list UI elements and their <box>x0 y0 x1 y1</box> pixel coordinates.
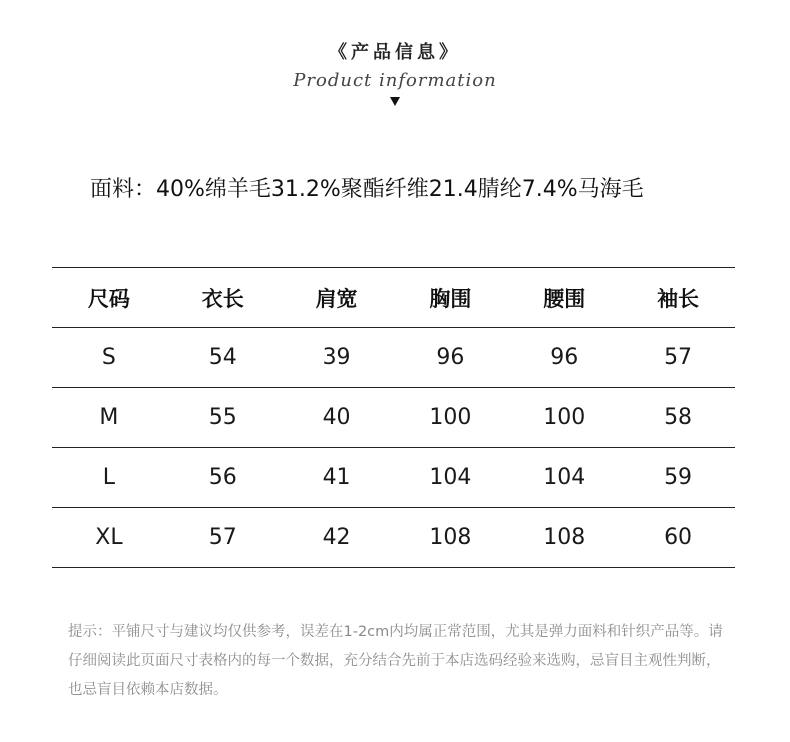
section-subtitle: Product information <box>293 70 497 91</box>
table-cell: 57 <box>621 328 735 388</box>
table-cell: 41 <box>280 448 394 508</box>
column-header-chest: 胸围 <box>393 268 507 328</box>
table-cell: 39 <box>280 328 394 388</box>
table-cell: 100 <box>393 388 507 448</box>
table-cell: 57 <box>166 508 280 568</box>
table-cell: 56 <box>166 448 280 508</box>
column-header-sleeve: 袖长 <box>621 268 735 328</box>
table-cell: L <box>52 448 166 508</box>
size-note: 提示：平铺尺寸与建议均仅供参考，误差在1-2cm内均属正常范围，尤其是弹力面料和针织产品等。请仔细阅读此页面尺寸表格内的每一个数据，充分结合先前于本店选码经验来选购，忌盲目主观性判断，也忌盲目依赖本店数据。 <box>68 624 723 698</box>
table-cell: 100 <box>507 388 621 448</box>
table-cell: M <box>52 388 166 448</box>
fabric-composition: 面料：40%绵羊毛31.2%聚酯纤维21.4腈纶7.4%马海毛 <box>90 177 644 202</box>
table-row <box>52 448 735 508</box>
down-arrow-icon <box>390 97 400 106</box>
table-cell: 104 <box>393 448 507 508</box>
table-row <box>52 328 735 388</box>
column-header-shoulder: 肩宽 <box>280 268 394 328</box>
table-cell: 59 <box>621 448 735 508</box>
table-cell: 108 <box>507 508 621 568</box>
table-cell: 42 <box>280 508 394 568</box>
table-cell: 54 <box>166 328 280 388</box>
table-cell: 60 <box>621 508 735 568</box>
table-cell: XL <box>52 508 166 568</box>
size-table <box>52 267 735 568</box>
table-row <box>52 508 735 568</box>
table-header-row <box>52 268 735 328</box>
section-title: 《产品信息》 <box>329 42 461 63</box>
table-cell: 55 <box>166 388 280 448</box>
table-cell: 104 <box>507 448 621 508</box>
table-cell: 108 <box>393 508 507 568</box>
table-cell: S <box>52 328 166 388</box>
table-cell: 40 <box>280 388 394 448</box>
table-row <box>52 388 735 448</box>
column-header-length: 衣长 <box>166 268 280 328</box>
table-cell: 96 <box>393 328 507 388</box>
table-cell: 96 <box>507 328 621 388</box>
column-header-size: 尺码 <box>52 268 166 328</box>
table-cell: 58 <box>621 388 735 448</box>
column-header-waist: 腰围 <box>507 268 621 328</box>
